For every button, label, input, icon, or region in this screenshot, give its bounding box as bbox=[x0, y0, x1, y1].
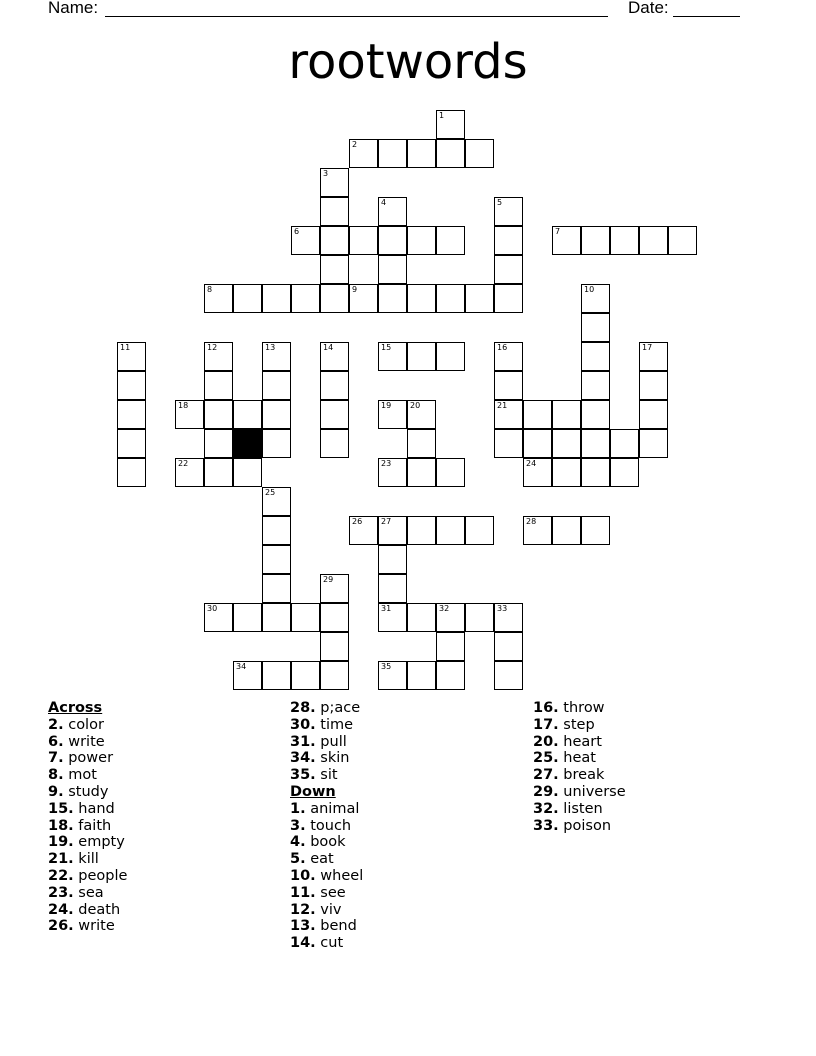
grid-cell[interactable] bbox=[349, 516, 378, 545]
grid-cell[interactable] bbox=[262, 371, 291, 400]
clue-number: 16. bbox=[533, 700, 559, 716]
grid-cell[interactable] bbox=[523, 400, 552, 429]
clue-text: mot bbox=[63, 767, 97, 784]
grid-cell[interactable] bbox=[175, 458, 204, 487]
grid-cell[interactable] bbox=[581, 516, 610, 545]
grid-cell[interactable] bbox=[378, 197, 407, 226]
clue-number: 24. bbox=[48, 901, 74, 918]
grid-cell[interactable] bbox=[262, 342, 291, 371]
cell-number: 7 bbox=[555, 227, 561, 236]
grid-cell[interactable] bbox=[320, 400, 349, 429]
clue-text: wheel bbox=[315, 867, 364, 884]
grid-cell[interactable] bbox=[494, 255, 523, 284]
clue-number: 15. bbox=[48, 800, 74, 817]
grid-cell[interactable] bbox=[494, 429, 523, 458]
clue-number: 17. bbox=[533, 716, 559, 733]
grid-cell[interactable] bbox=[378, 545, 407, 574]
grid-cell[interactable] bbox=[610, 226, 639, 255]
clue-number: 33. bbox=[533, 817, 559, 834]
grid-cell[interactable] bbox=[378, 342, 407, 371]
clue-item bbox=[533, 767, 626, 784]
grid-cell[interactable] bbox=[320, 342, 349, 371]
clue-text: book bbox=[305, 834, 346, 851]
grid-cell[interactable] bbox=[378, 516, 407, 545]
grid-cell[interactable] bbox=[378, 574, 407, 603]
clue-text: study bbox=[63, 783, 109, 800]
clue-text: heat bbox=[558, 750, 596, 767]
grid-cell[interactable] bbox=[436, 632, 465, 661]
grid-cell[interactable] bbox=[465, 284, 494, 313]
clue-number: 8. bbox=[48, 767, 64, 784]
grid-cell[interactable] bbox=[291, 661, 320, 690]
grid-cell[interactable] bbox=[523, 516, 552, 545]
grid-cell[interactable] bbox=[436, 139, 465, 168]
puzzle-title: rootwords bbox=[288, 34, 528, 90]
clue-text: faith bbox=[73, 817, 112, 834]
clue-item bbox=[290, 734, 363, 751]
grid-cell[interactable] bbox=[407, 516, 436, 545]
clue-text: write bbox=[63, 733, 105, 750]
cell-number: 21 bbox=[497, 401, 508, 410]
clue-number: 29. bbox=[533, 783, 559, 800]
clues-column-3 bbox=[533, 700, 626, 834]
grid-cell[interactable] bbox=[378, 139, 407, 168]
clue-number: 2. bbox=[48, 716, 64, 733]
cell-number: 1 bbox=[439, 111, 445, 120]
grid-cell[interactable] bbox=[407, 458, 436, 487]
cell-number: 35 bbox=[381, 662, 392, 671]
clue-number: 27. bbox=[533, 767, 559, 784]
clue-item bbox=[48, 801, 127, 818]
grid-cell[interactable] bbox=[465, 603, 494, 632]
grid-cell[interactable] bbox=[436, 661, 465, 690]
grid-cell[interactable] bbox=[436, 226, 465, 255]
grid-cell[interactable] bbox=[494, 371, 523, 400]
grid-cell[interactable] bbox=[552, 516, 581, 545]
cell-number: 18 bbox=[178, 401, 189, 410]
clue-number: 10. bbox=[290, 867, 316, 884]
clue-number: 22. bbox=[48, 867, 74, 884]
grid-cell[interactable] bbox=[436, 110, 465, 139]
clue-number: 6. bbox=[48, 733, 64, 750]
grid-cell[interactable] bbox=[320, 255, 349, 284]
across-heading: Across bbox=[48, 700, 103, 716]
grid-cell[interactable] bbox=[262, 400, 291, 429]
clue-text: kill bbox=[73, 851, 99, 868]
grid-cell[interactable] bbox=[320, 429, 349, 458]
clue-item bbox=[290, 767, 363, 784]
clue-text: eat bbox=[305, 851, 334, 868]
clues-column-2 bbox=[290, 700, 363, 952]
clue-item bbox=[533, 818, 626, 835]
cell-number: 9 bbox=[352, 285, 358, 294]
clue-item bbox=[290, 834, 363, 851]
grid-cell[interactable] bbox=[639, 400, 668, 429]
grid-cell[interactable] bbox=[262, 574, 291, 603]
grid-cell[interactable] bbox=[204, 400, 233, 429]
grid-cell[interactable] bbox=[117, 400, 146, 429]
grid-cell[interactable] bbox=[204, 371, 233, 400]
grid-cell[interactable] bbox=[349, 139, 378, 168]
grid-cell[interactable] bbox=[378, 255, 407, 284]
grid-cell[interactable] bbox=[436, 342, 465, 371]
clue-item bbox=[48, 918, 127, 935]
grid-cell[interactable] bbox=[378, 400, 407, 429]
grid-cell[interactable] bbox=[407, 226, 436, 255]
grid-cell[interactable] bbox=[262, 284, 291, 313]
cell-number: 25 bbox=[265, 488, 276, 497]
name-label: Name: bbox=[48, 0, 99, 17]
clue-item bbox=[290, 885, 363, 902]
grid-cell[interactable] bbox=[378, 661, 407, 690]
clue-text: sit bbox=[315, 767, 338, 784]
clue-item bbox=[48, 885, 127, 902]
clue-number: 13. bbox=[290, 918, 316, 935]
grid-cell[interactable] bbox=[407, 661, 436, 690]
clue-text: poison bbox=[558, 817, 612, 834]
grid-cell[interactable] bbox=[320, 197, 349, 226]
clue-text: color bbox=[63, 716, 104, 733]
cell-number: 4 bbox=[381, 198, 387, 207]
clue-text: break bbox=[558, 767, 605, 784]
grid-cell[interactable] bbox=[581, 400, 610, 429]
grid-cell[interactable] bbox=[668, 226, 697, 255]
grid-cell[interactable] bbox=[233, 661, 262, 690]
grid-cell[interactable] bbox=[204, 429, 233, 458]
grid-cell[interactable] bbox=[552, 400, 581, 429]
cell-number: 19 bbox=[381, 401, 392, 410]
cell-number: 5 bbox=[497, 198, 503, 207]
clue-item bbox=[48, 851, 127, 868]
grid-cell[interactable] bbox=[494, 661, 523, 690]
cell-number: 20 bbox=[410, 401, 421, 410]
cell-number: 8 bbox=[207, 285, 213, 294]
grid-cell[interactable] bbox=[262, 661, 291, 690]
clue-number: 5. bbox=[290, 851, 306, 868]
clue-text: bend bbox=[315, 918, 357, 935]
grid-cell[interactable] bbox=[407, 400, 436, 429]
clue-text: universe bbox=[558, 783, 626, 800]
clue-number: 21. bbox=[48, 851, 74, 868]
clue-item bbox=[48, 750, 127, 767]
clue-text: people bbox=[73, 867, 128, 884]
grid-cell[interactable] bbox=[436, 458, 465, 487]
clue-item bbox=[290, 918, 363, 935]
grid-cell[interactable] bbox=[320, 284, 349, 313]
grid-cell[interactable] bbox=[320, 661, 349, 690]
grid-cell[interactable] bbox=[204, 603, 233, 632]
clue-text: heart bbox=[558, 733, 602, 750]
grid-cell[interactable] bbox=[320, 574, 349, 603]
grid-cell[interactable] bbox=[639, 371, 668, 400]
grid-cell[interactable] bbox=[320, 632, 349, 661]
clue-text: time bbox=[315, 716, 354, 733]
grid-cell[interactable] bbox=[175, 400, 204, 429]
grid-cell[interactable] bbox=[639, 226, 668, 255]
clue-item bbox=[48, 868, 127, 885]
grid-cell[interactable] bbox=[204, 284, 233, 313]
grid-cell[interactable] bbox=[494, 400, 523, 429]
grid-cell[interactable] bbox=[349, 284, 378, 313]
grid-cell[interactable] bbox=[233, 400, 262, 429]
clue-number: 18. bbox=[48, 817, 74, 834]
clue-number: 28. bbox=[290, 700, 316, 716]
clue-number: 14. bbox=[290, 935, 316, 952]
clue-item bbox=[533, 784, 626, 801]
grid-cell[interactable] bbox=[552, 458, 581, 487]
grid-cell[interactable] bbox=[581, 371, 610, 400]
grid-cell[interactable] bbox=[117, 458, 146, 487]
down-heading: Down bbox=[290, 783, 336, 800]
grid-cell[interactable] bbox=[581, 458, 610, 487]
grid-cell[interactable] bbox=[465, 516, 494, 545]
grid-cell[interactable] bbox=[117, 342, 146, 371]
clue-item bbox=[48, 818, 127, 835]
clue-text: sea bbox=[73, 884, 104, 901]
cell-number: 31 bbox=[381, 604, 392, 613]
clue-text: skin bbox=[315, 750, 350, 767]
clue-number: 4. bbox=[290, 834, 306, 851]
grid-cell[interactable] bbox=[494, 284, 523, 313]
clue-number: 11. bbox=[290, 884, 316, 901]
grid-cell[interactable] bbox=[320, 371, 349, 400]
grid-cell[interactable] bbox=[407, 342, 436, 371]
grid-cell[interactable] bbox=[523, 429, 552, 458]
clue-number: 7. bbox=[48, 750, 64, 767]
clue-number: 25. bbox=[533, 750, 559, 767]
clue-item bbox=[290, 902, 363, 919]
cell-number: 17 bbox=[642, 343, 653, 352]
clue-number: 3. bbox=[290, 817, 306, 834]
clue-number: 34. bbox=[290, 750, 316, 767]
clue-item bbox=[48, 902, 127, 919]
cell-number: 32 bbox=[439, 604, 450, 613]
grid-cell[interactable] bbox=[349, 226, 378, 255]
grid-cell[interactable] bbox=[494, 342, 523, 371]
clue-item bbox=[533, 717, 626, 734]
clue-number: 9. bbox=[48, 783, 64, 800]
clue-text: viv bbox=[315, 901, 342, 918]
grid-cell[interactable] bbox=[117, 429, 146, 458]
grid-cell[interactable] bbox=[494, 603, 523, 632]
grid-cell[interactable] bbox=[465, 139, 494, 168]
clue-item bbox=[533, 801, 626, 818]
cell-number: 24 bbox=[526, 459, 537, 468]
grid-cell[interactable] bbox=[320, 603, 349, 632]
clue-number: 20. bbox=[533, 733, 559, 750]
clue-item bbox=[290, 868, 363, 885]
date-label: Date: bbox=[628, 0, 669, 17]
cell-number: 16 bbox=[497, 343, 508, 352]
grid-cell[interactable] bbox=[494, 226, 523, 255]
cell-number: 26 bbox=[352, 517, 363, 526]
clue-item bbox=[290, 750, 363, 767]
clue-text: see bbox=[315, 884, 346, 901]
grid-cell[interactable] bbox=[436, 603, 465, 632]
clue-text: touch bbox=[305, 817, 352, 834]
grid-cell[interactable] bbox=[552, 429, 581, 458]
cell-number: 10 bbox=[584, 285, 595, 294]
grid-cell[interactable] bbox=[436, 284, 465, 313]
grid-cell[interactable] bbox=[581, 226, 610, 255]
clue-item bbox=[290, 818, 363, 835]
grid-cell[interactable] bbox=[494, 197, 523, 226]
clue-text: p;ace bbox=[315, 700, 361, 716]
grid-cell[interactable] bbox=[407, 603, 436, 632]
cell-number: 13 bbox=[265, 343, 276, 352]
clues-column-1 bbox=[48, 700, 127, 935]
grid-cell[interactable] bbox=[581, 284, 610, 313]
cell-number: 15 bbox=[381, 343, 392, 352]
grid-cell[interactable] bbox=[233, 603, 262, 632]
clue-text: death bbox=[73, 901, 121, 918]
clue-item bbox=[48, 784, 127, 801]
clue-number: 1. bbox=[290, 800, 306, 817]
grid-cell[interactable] bbox=[378, 603, 407, 632]
cell-number: 3 bbox=[323, 169, 329, 178]
grid-cell[interactable] bbox=[320, 168, 349, 197]
clue-text: hand bbox=[73, 800, 115, 817]
cell-number: 11 bbox=[120, 343, 131, 352]
grid-cell[interactable] bbox=[581, 342, 610, 371]
clue-text: cut bbox=[315, 935, 344, 952]
clue-item bbox=[533, 700, 626, 717]
clue-item bbox=[290, 801, 363, 818]
clue-text: power bbox=[63, 750, 114, 767]
grid-cell[interactable] bbox=[291, 284, 320, 313]
grid-cell[interactable] bbox=[407, 429, 436, 458]
clue-number: 32. bbox=[533, 800, 559, 817]
clue-item bbox=[48, 767, 127, 784]
grid-cell[interactable] bbox=[233, 284, 262, 313]
clue-number: 19. bbox=[48, 834, 74, 851]
grid-cell[interactable] bbox=[262, 487, 291, 516]
grid-cell[interactable] bbox=[378, 284, 407, 313]
grid-cell[interactable] bbox=[204, 458, 233, 487]
grid-cell[interactable] bbox=[291, 226, 320, 255]
clue-text: write bbox=[73, 918, 115, 935]
grid-cell[interactable] bbox=[610, 458, 639, 487]
grid-cell[interactable] bbox=[378, 226, 407, 255]
grid-cell[interactable] bbox=[639, 429, 668, 458]
grid-cell[interactable] bbox=[436, 516, 465, 545]
grid-cell[interactable] bbox=[291, 603, 320, 632]
grid-cell[interactable] bbox=[610, 429, 639, 458]
clue-item bbox=[290, 851, 363, 868]
cell-number: 30 bbox=[207, 604, 218, 613]
clue-item bbox=[48, 734, 127, 751]
cell-number: 34 bbox=[236, 662, 247, 671]
clue-text: listen bbox=[558, 800, 603, 817]
grid-cell[interactable] bbox=[407, 139, 436, 168]
cell-number: 14 bbox=[323, 343, 334, 352]
cell-number: 12 bbox=[207, 343, 218, 352]
cell-number: 22 bbox=[178, 459, 189, 468]
clue-text: throw bbox=[558, 700, 605, 716]
clue-number: 23. bbox=[48, 884, 74, 901]
clue-text: pull bbox=[315, 733, 347, 750]
cell-number: 6 bbox=[294, 227, 300, 236]
clue-number: 12. bbox=[290, 901, 316, 918]
grid-cell[interactable] bbox=[320, 226, 349, 255]
clue-item bbox=[290, 717, 363, 734]
cell-number: 29 bbox=[323, 575, 334, 584]
clue-text: step bbox=[558, 716, 595, 733]
grid-cell[interactable] bbox=[204, 342, 233, 371]
clue-item bbox=[48, 717, 127, 734]
clue-number: 30. bbox=[290, 716, 316, 733]
clue-item bbox=[290, 935, 363, 952]
clue-text: empty bbox=[73, 834, 125, 851]
cell-number: 33 bbox=[497, 604, 508, 613]
grid-cell[interactable] bbox=[233, 458, 262, 487]
grid-cell[interactable] bbox=[262, 545, 291, 574]
cell-number: 27 bbox=[381, 517, 392, 526]
grid-cell[interactable] bbox=[581, 429, 610, 458]
grid-cell[interactable] bbox=[639, 342, 668, 371]
cell-number: 28 bbox=[526, 517, 537, 526]
grid-cell[interactable] bbox=[378, 458, 407, 487]
clue-number: 35. bbox=[290, 767, 316, 784]
clue-text: animal bbox=[305, 800, 360, 817]
grid-cell[interactable] bbox=[523, 458, 552, 487]
clue-number: 26. bbox=[48, 918, 74, 935]
grid-cell[interactable] bbox=[581, 313, 610, 342]
black-square bbox=[233, 429, 262, 458]
grid-cell[interactable] bbox=[117, 371, 146, 400]
grid-cell[interactable] bbox=[262, 603, 291, 632]
clue-number: 31. bbox=[290, 733, 316, 750]
grid-cell[interactable] bbox=[494, 632, 523, 661]
clue-item bbox=[48, 834, 127, 851]
cell-number: 23 bbox=[381, 459, 392, 468]
clue-item bbox=[290, 700, 363, 717]
cell-number: 2 bbox=[352, 140, 358, 149]
clue-item bbox=[533, 750, 626, 767]
grid-cell[interactable] bbox=[262, 516, 291, 545]
grid-cell[interactable] bbox=[262, 429, 291, 458]
grid-cell[interactable] bbox=[407, 284, 436, 313]
clue-item bbox=[533, 734, 626, 751]
grid-cell[interactable] bbox=[552, 226, 581, 255]
